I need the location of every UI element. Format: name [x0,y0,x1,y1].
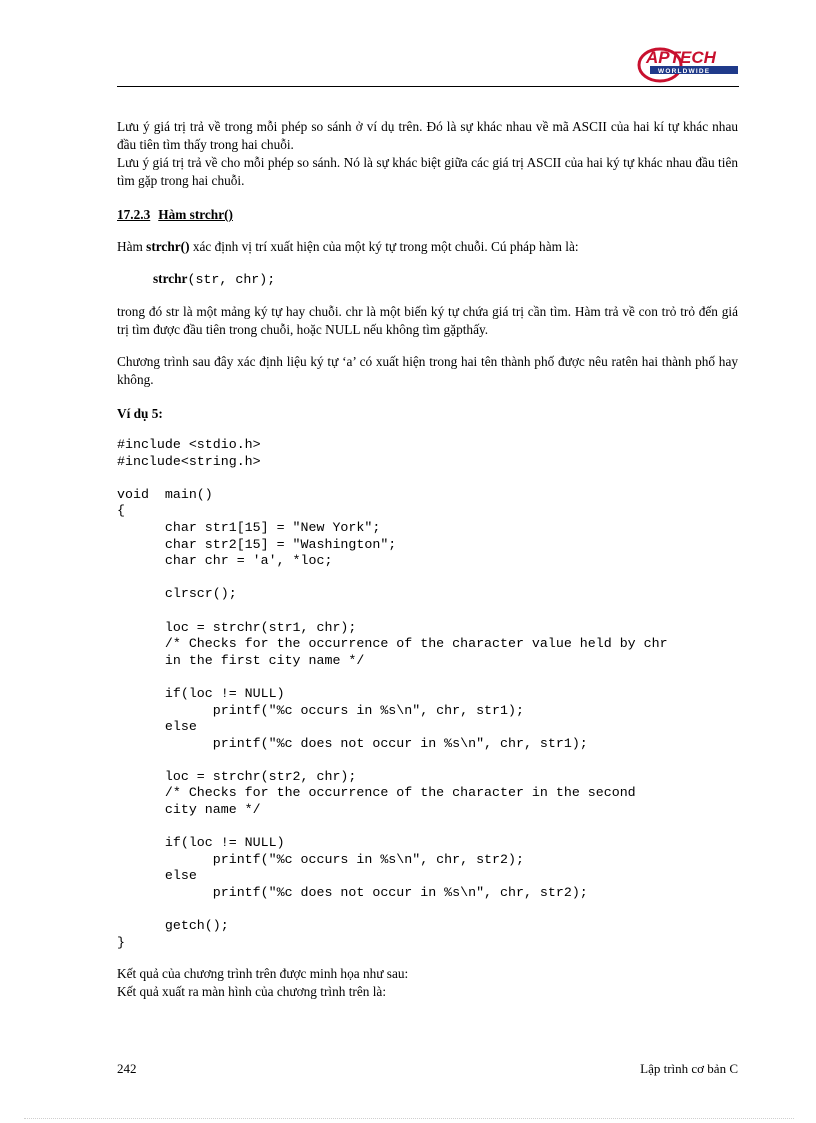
code-line: printf("%c occurs in %s\n", chr, str1); [117,702,524,718]
code-line: in the first city name */ [117,652,365,668]
code-line: /* Checks for the occurrence of the character in the second [117,785,636,801]
paragraph-5: Chương trình sau đây xác định liệu ký tự ‘a’ có xuất hiện trong hai tên thành phố được nêu ratên hai thành phố hay không. [117,354,738,387]
code-line: else [117,719,197,735]
result-line-1: Kết quả của chương trình trên được minh họa như sau: [117,966,409,982]
code-line [117,603,738,620]
header-rule [117,86,739,87]
code-line [117,902,738,919]
svg-text:WORLDWIDE: WORLDWIDE [658,68,711,75]
paragraph-3-suffix: xác định vị trí xuất hiện của một ký tự trong một chuỗi. Cú pháp hàm là: [189,239,579,254]
page-number: 242 [117,1061,137,1076]
code-line: #include<string.h> [117,453,261,469]
code-line [117,470,738,487]
code-line: { [117,503,125,519]
syntax-line [153,270,738,289]
code-line [117,669,738,686]
code-line: loc = strchr(str2, chr); [117,768,357,784]
paragraph-1: Lưu ý giá trị trả về trong mỗi phép so sánh ở ví dụ trên. Đó là sự khác nhau về mã ASCII của hai kí tự khác nhau đầu tiên tìm thấy trong hai chuỗi. [117,119,738,152]
code-line: #include <stdio.h> [117,437,261,452]
code-line: void main() [117,486,213,502]
code-block [117,437,738,951]
svg-text:APTECH: APTECH [646,48,716,67]
code-line: char str2[15] = "Washington"; [117,536,397,552]
code-line: } [117,934,125,950]
paragraph-4: trong đó str là một mảng ký tự hay chuỗi. chr là một biến ký tự chứa giá trị cần tìm. Hàm trả về con trỏ trỏ đến giá trị tìm được đầu tiên trong chuỗi, hoặc NULL nếu không tìm gặpthấy. [117,304,738,337]
code-line: printf("%c does not occur in %s\n", chr, str2); [117,885,588,901]
code-line: if(loc != NULL) [117,685,285,701]
code-line [117,752,738,769]
page-content [117,118,738,1001]
aptech-logo [636,44,740,86]
paragraph-3-prefix: Hàm [117,239,147,254]
syntax-function: strchr [153,271,188,286]
code-line: getch(); [117,918,229,934]
paragraph-2: Lưu ý giá trị trả về cho mỗi phép so sánh. Nó là sự khác biệt giữa các giá trị ASCII của hai ký tự khác nhau đầu tiên tìm gặp trong hai chuỗi. [117,155,738,188]
paragraph-3 [117,238,738,256]
code-line: if(loc != NULL) [117,835,285,851]
code-line [117,570,738,587]
code-line: else [117,868,197,884]
code-line: clrscr(); [117,586,237,602]
code-line: /* Checks for the occurrence of the character value held by chr [117,636,668,652]
code-line: city name */ [117,802,261,818]
code-line [117,819,738,836]
section-title: Hàm strchr() [158,207,233,222]
code-line: printf("%c occurs in %s\n", chr, str2); [117,851,524,867]
section-number: 17.2.3 [117,207,151,222]
function-name: strchr() [146,239,190,254]
syntax-args: (str, chr); [187,272,276,287]
code-line: printf("%c does not occur in %s\n", chr, str1); [117,735,588,751]
code-line: char str1[15] = "New York"; [117,519,381,535]
result-line-2: Kết quả xuất ra màn hình của chương trình trên là: [117,984,387,1000]
section-heading [117,206,738,224]
code-line: char chr = 'a', *loc; [117,553,333,569]
page-bottom-border [24,1118,794,1119]
code-line: loc = strchr(str1, chr); [117,619,357,635]
example-label: Ví dụ 5: [117,406,163,421]
book-title: Lập trình cơ bản C [640,1061,738,1076]
